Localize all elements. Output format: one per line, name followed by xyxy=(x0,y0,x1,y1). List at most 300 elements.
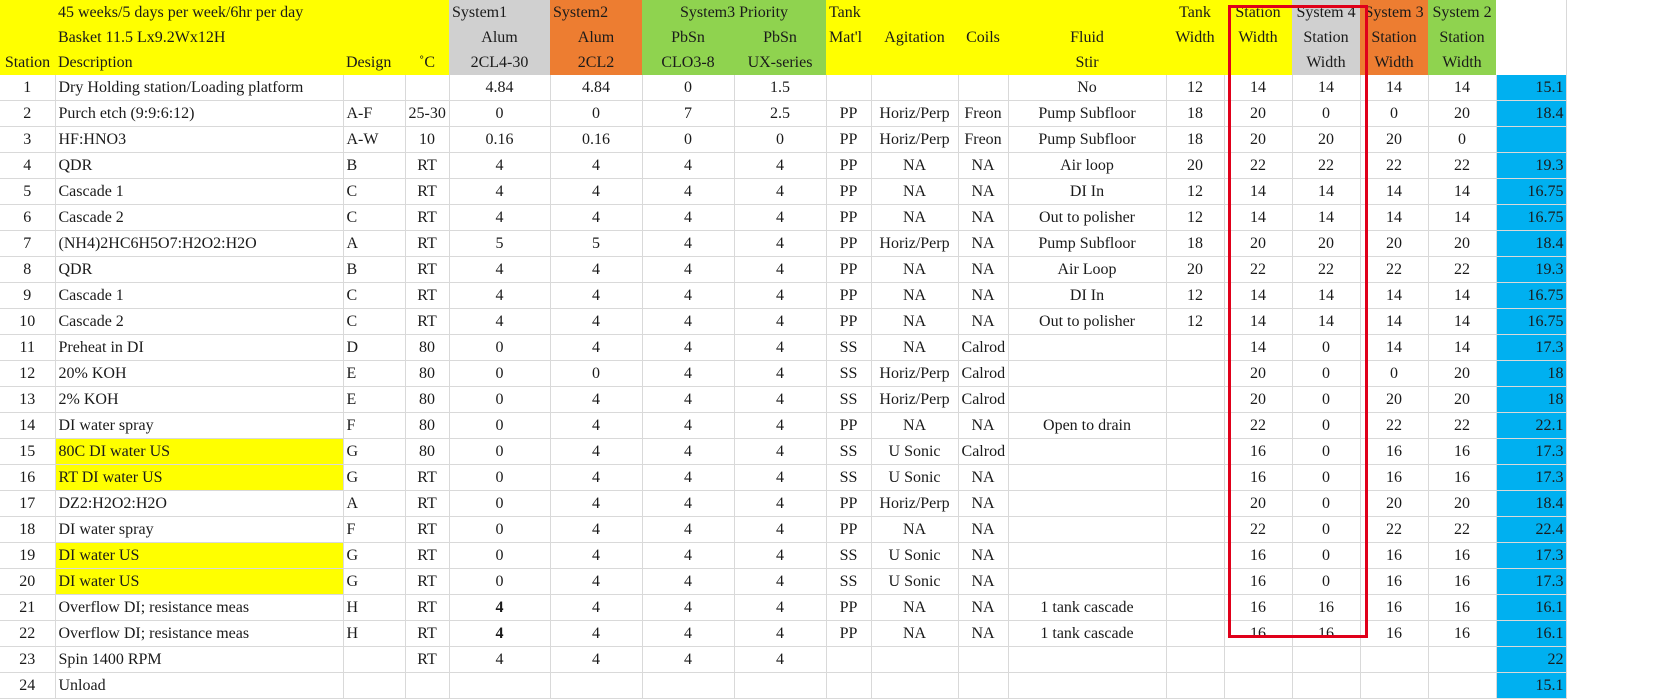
cell-system4-width[interactable]: 16 xyxy=(1292,595,1360,621)
cell-system1-value[interactable]: 0 xyxy=(449,361,550,387)
cell-system3-width[interactable]: 0 xyxy=(1360,361,1428,387)
cell-fluid-stir[interactable]: Open to drain xyxy=(1008,413,1166,439)
cell-system4-width[interactable]: 16 xyxy=(1292,621,1360,647)
cell-station-width[interactable]: 16 xyxy=(1224,569,1292,595)
cell-fluid-stir[interactable]: Pump Subfloor xyxy=(1008,231,1166,257)
cell-total-value[interactable]: 18 xyxy=(1496,361,1566,387)
header-cell[interactable]: CLO3-8 xyxy=(642,50,734,75)
cell-system2-width[interactable]: 16 xyxy=(1428,595,1496,621)
header-cell[interactable]: Width xyxy=(1360,50,1428,75)
header-cell[interactable]: System1 xyxy=(449,0,550,25)
cell-tank-material[interactable]: SS xyxy=(826,361,871,387)
cell-station-width[interactable]: 20 xyxy=(1224,101,1292,127)
cell-temperature[interactable]: RT xyxy=(405,153,449,179)
cell-system3-pbsn-clo3[interactable]: 4 xyxy=(642,413,734,439)
cell-agitation[interactable]: Horiz/Perp xyxy=(871,127,958,153)
cell-coils[interactable]: NA xyxy=(958,231,1008,257)
cell-system2-value[interactable]: 4 xyxy=(550,335,642,361)
cell-system1-value[interactable]: 4 xyxy=(449,595,550,621)
cell-system3-pbsn-ux[interactable]: 4 xyxy=(734,465,826,491)
cell-coils[interactable]: NA xyxy=(958,491,1008,517)
cell-total-value[interactable]: 16.75 xyxy=(1496,205,1566,231)
cell-system4-width[interactable]: 14 xyxy=(1292,205,1360,231)
cell-station-width[interactable]: 22 xyxy=(1224,413,1292,439)
cell-fluid-stir[interactable] xyxy=(1008,491,1166,517)
cell-system3-width[interactable]: 20 xyxy=(1360,491,1428,517)
cell-coils[interactable]: NA xyxy=(958,569,1008,595)
cell-system3-pbsn-clo3[interactable]: 4 xyxy=(642,309,734,335)
cell-station-width[interactable]: 20 xyxy=(1224,127,1292,153)
header-cell[interactable]: Width xyxy=(1292,50,1360,75)
cell-system3-pbsn-clo3[interactable]: 4 xyxy=(642,439,734,465)
cell-total-value[interactable]: 16.75 xyxy=(1496,179,1566,205)
cell-coils[interactable]: Freon xyxy=(958,101,1008,127)
cell-system4-width[interactable]: 0 xyxy=(1292,543,1360,569)
cell-fluid-stir[interactable]: Pump Subfloor xyxy=(1008,127,1166,153)
cell-station-number[interactable]: 24 xyxy=(0,673,55,699)
cell-system3-pbsn-ux[interactable]: 4 xyxy=(734,439,826,465)
cell-system3-pbsn-clo3[interactable]: 0 xyxy=(642,127,734,153)
cell-coils[interactable]: NA xyxy=(958,205,1008,231)
cell-tank-material[interactable]: PP xyxy=(826,179,871,205)
cell-design[interactable]: A-F xyxy=(343,101,405,127)
cell-total-value[interactable]: 22 xyxy=(1496,647,1566,673)
cell-system3-pbsn-ux[interactable]: 4 xyxy=(734,283,826,309)
cell-agitation[interactable]: NA xyxy=(871,621,958,647)
header-cell[interactable]: Width xyxy=(1224,25,1292,50)
cell-station-number[interactable]: 13 xyxy=(0,387,55,413)
cell-agitation[interactable]: Horiz/Perp xyxy=(871,231,958,257)
cell-system1-value[interactable]: 4 xyxy=(449,153,550,179)
cell-system1-value[interactable]: 4 xyxy=(449,647,550,673)
header-cell[interactable] xyxy=(958,0,1008,25)
cell-system2-value[interactable] xyxy=(550,673,642,699)
cell-tank-material[interactable] xyxy=(826,647,871,673)
cell-system4-width[interactable]: 14 xyxy=(1292,309,1360,335)
cell-fluid-stir[interactable]: 1 tank cascade xyxy=(1008,595,1166,621)
cell-temperature[interactable]: 80 xyxy=(405,361,449,387)
cell-temperature[interactable]: RT xyxy=(405,491,449,517)
cell-station-number[interactable]: 8 xyxy=(0,257,55,283)
cell-tank-material[interactable]: SS xyxy=(826,569,871,595)
header-cell[interactable]: Basket 11.5 Lx9.2Wx12H xyxy=(55,25,449,50)
cell-system2-value[interactable]: 4 xyxy=(550,543,642,569)
cell-system1-value[interactable]: 0 xyxy=(449,335,550,361)
header-cell[interactable] xyxy=(871,0,958,25)
cell-description[interactable]: (NH4)2HC6H5O7:H2O2:H2O xyxy=(55,231,343,257)
cell-system1-value[interactable]: 0 xyxy=(449,413,550,439)
cell-system4-width[interactable]: 0 xyxy=(1292,335,1360,361)
cell-tank-material[interactable]: PP xyxy=(826,595,871,621)
cell-agitation[interactable]: NA xyxy=(871,257,958,283)
cell-tank-width[interactable]: 12 xyxy=(1166,205,1224,231)
cell-system4-width[interactable]: 22 xyxy=(1292,257,1360,283)
cell-system3-pbsn-ux[interactable]: 2.5 xyxy=(734,101,826,127)
cell-system1-value[interactable]: 4 xyxy=(449,283,550,309)
cell-system2-width[interactable]: 20 xyxy=(1428,361,1496,387)
cell-design[interactable] xyxy=(343,673,405,699)
cell-tank-material[interactable] xyxy=(826,673,871,699)
cell-station-number[interactable]: 7 xyxy=(0,231,55,257)
cell-system3-pbsn-ux[interactable]: 4 xyxy=(734,621,826,647)
cell-tank-width[interactable]: 18 xyxy=(1166,127,1224,153)
cell-description[interactable]: RT DI water US xyxy=(55,465,343,491)
cell-agitation[interactable]: NA xyxy=(871,153,958,179)
cell-description[interactable]: DI water US xyxy=(55,543,343,569)
header-cell[interactable]: Station xyxy=(1292,25,1360,50)
header-cell[interactable]: Width xyxy=(1428,50,1496,75)
cell-fluid-stir[interactable]: DI In xyxy=(1008,283,1166,309)
header-cell[interactable]: Coils xyxy=(958,25,1008,50)
cell-station-width[interactable]: 16 xyxy=(1224,621,1292,647)
cell-tank-material[interactable]: PP xyxy=(826,413,871,439)
cell-system2-value[interactable]: 4 xyxy=(550,205,642,231)
cell-system3-width[interactable]: 16 xyxy=(1360,543,1428,569)
cell-coils[interactable] xyxy=(958,75,1008,101)
cell-total-value[interactable]: 18 xyxy=(1496,387,1566,413)
cell-system1-value[interactable]: 5 xyxy=(449,231,550,257)
cell-coils[interactable]: NA xyxy=(958,179,1008,205)
cell-tank-width[interactable]: 18 xyxy=(1166,231,1224,257)
cell-fluid-stir[interactable]: DI In xyxy=(1008,179,1166,205)
cell-system4-width[interactable]: 14 xyxy=(1292,283,1360,309)
cell-agitation[interactable]: U Sonic xyxy=(871,465,958,491)
cell-system1-value[interactable]: 0 xyxy=(449,387,550,413)
cell-system3-width[interactable] xyxy=(1360,673,1428,699)
cell-system1-value[interactable] xyxy=(449,673,550,699)
cell-system4-width[interactable]: 0 xyxy=(1292,387,1360,413)
cell-system1-value[interactable]: 0 xyxy=(449,543,550,569)
cell-coils[interactable]: Freon xyxy=(958,127,1008,153)
cell-station-width[interactable]: 14 xyxy=(1224,283,1292,309)
cell-system2-value[interactable]: 0 xyxy=(550,101,642,127)
cell-fluid-stir[interactable] xyxy=(1008,361,1166,387)
cell-design[interactable]: G xyxy=(343,569,405,595)
cell-agitation[interactable] xyxy=(871,75,958,101)
cell-coils[interactable]: NA xyxy=(958,283,1008,309)
cell-design[interactable]: H xyxy=(343,621,405,647)
cell-fluid-stir[interactable] xyxy=(1008,543,1166,569)
cell-agitation[interactable]: NA xyxy=(871,179,958,205)
cell-system3-pbsn-clo3[interactable]: 4 xyxy=(642,153,734,179)
header-cell[interactable]: Station xyxy=(1360,25,1428,50)
cell-system3-width[interactable]: 22 xyxy=(1360,257,1428,283)
cell-system2-value[interactable]: 4 xyxy=(550,647,642,673)
cell-system3-pbsn-clo3[interactable]: 7 xyxy=(642,101,734,127)
cell-station-width[interactable]: 22 xyxy=(1224,257,1292,283)
cell-agitation[interactable]: Horiz/Perp xyxy=(871,101,958,127)
cell-system4-width[interactable]: 0 xyxy=(1292,465,1360,491)
cell-system3-pbsn-ux[interactable]: 4 xyxy=(734,361,826,387)
cell-system4-width[interactable]: 0 xyxy=(1292,101,1360,127)
cell-agitation[interactable]: Horiz/Perp xyxy=(871,387,958,413)
cell-system1-value[interactable]: 4 xyxy=(449,179,550,205)
cell-system3-pbsn-ux[interactable] xyxy=(734,673,826,699)
cell-design[interactable]: C xyxy=(343,283,405,309)
cell-station-width[interactable]: 14 xyxy=(1224,309,1292,335)
header-cell[interactable]: 2CL2 xyxy=(550,50,642,75)
cell-station-width[interactable] xyxy=(1224,647,1292,673)
header-cell[interactable] xyxy=(1496,50,1566,75)
cell-total-value[interactable]: 18.4 xyxy=(1496,101,1566,127)
cell-tank-width[interactable] xyxy=(1166,413,1224,439)
cell-coils[interactable]: NA xyxy=(958,517,1008,543)
cell-system3-width[interactable] xyxy=(1360,647,1428,673)
cell-design[interactable]: B xyxy=(343,153,405,179)
header-cell[interactable]: Station xyxy=(1428,25,1496,50)
cell-fluid-stir[interactable]: Out to polisher xyxy=(1008,205,1166,231)
cell-agitation[interactable]: NA xyxy=(871,595,958,621)
cell-system1-value[interactable]: 4 xyxy=(449,621,550,647)
cell-design[interactable]: F xyxy=(343,517,405,543)
cell-system2-width[interactable]: 16 xyxy=(1428,621,1496,647)
cell-tank-width[interactable]: 12 xyxy=(1166,179,1224,205)
cell-station-number[interactable]: 19 xyxy=(0,543,55,569)
cell-station-width[interactable] xyxy=(1224,673,1292,699)
cell-description[interactable]: Cascade 2 xyxy=(55,309,343,335)
cell-system2-width[interactable]: 20 xyxy=(1428,231,1496,257)
cell-station-number[interactable]: 18 xyxy=(0,517,55,543)
cell-tank-material[interactable]: PP xyxy=(826,491,871,517)
cell-system1-value[interactable]: 4 xyxy=(449,309,550,335)
cell-tank-width[interactable] xyxy=(1166,361,1224,387)
cell-tank-material[interactable]: PP xyxy=(826,621,871,647)
header-cell[interactable] xyxy=(0,25,55,50)
cell-coils[interactable]: NA xyxy=(958,257,1008,283)
cell-system4-width[interactable]: 20 xyxy=(1292,231,1360,257)
cell-system3-width[interactable]: 0 xyxy=(1360,101,1428,127)
cell-description[interactable]: 2% KOH xyxy=(55,387,343,413)
cell-station-number[interactable]: 4 xyxy=(0,153,55,179)
cell-agitation[interactable]: NA xyxy=(871,517,958,543)
cell-description[interactable]: Cascade 2 xyxy=(55,205,343,231)
cell-system2-width[interactable]: 16 xyxy=(1428,465,1496,491)
cell-fluid-stir[interactable] xyxy=(1008,335,1166,361)
cell-station-number[interactable]: 16 xyxy=(0,465,55,491)
cell-system2-width[interactable] xyxy=(1428,647,1496,673)
header-cell[interactable]: 45 weeks/5 days per week/6hr per day xyxy=(55,0,449,25)
cell-tank-width[interactable] xyxy=(1166,673,1224,699)
cell-tank-width[interactable]: 20 xyxy=(1166,153,1224,179)
cell-temperature[interactable]: RT xyxy=(405,543,449,569)
cell-tank-width[interactable]: 12 xyxy=(1166,283,1224,309)
cell-system3-pbsn-clo3[interactable]: 4 xyxy=(642,361,734,387)
cell-tank-material[interactable]: PP xyxy=(826,231,871,257)
cell-temperature[interactable]: 80 xyxy=(405,387,449,413)
cell-station-width[interactable]: 20 xyxy=(1224,231,1292,257)
cell-system2-value[interactable]: 4.84 xyxy=(550,75,642,101)
cell-agitation[interactable]: Horiz/Perp xyxy=(871,491,958,517)
cell-description[interactable]: Unload xyxy=(55,673,343,699)
cell-design[interactable]: H xyxy=(343,595,405,621)
cell-system3-width[interactable]: 16 xyxy=(1360,465,1428,491)
cell-agitation[interactable]: NA xyxy=(871,413,958,439)
cell-station-number[interactable]: 10 xyxy=(0,309,55,335)
cell-fluid-stir[interactable] xyxy=(1008,673,1166,699)
cell-system2-width[interactable]: 22 xyxy=(1428,257,1496,283)
cell-total-value[interactable]: 18.4 xyxy=(1496,231,1566,257)
cell-station-width[interactable]: 20 xyxy=(1224,491,1292,517)
cell-system2-value[interactable]: 4 xyxy=(550,595,642,621)
cell-tank-width[interactable] xyxy=(1166,621,1224,647)
cell-fluid-stir[interactable]: Pump Subfloor xyxy=(1008,101,1166,127)
cell-system2-width[interactable]: 22 xyxy=(1428,517,1496,543)
cell-total-value[interactable]: 17.3 xyxy=(1496,439,1566,465)
header-cell[interactable]: UX-series xyxy=(734,50,826,75)
cell-system2-value[interactable]: 0 xyxy=(550,361,642,387)
header-cell[interactable]: Tank xyxy=(1166,0,1224,25)
cell-total-value[interactable]: 15.1 xyxy=(1496,75,1566,101)
cell-station-number[interactable]: 1 xyxy=(0,75,55,101)
cell-total-value[interactable]: 22.1 xyxy=(1496,413,1566,439)
cell-description[interactable]: QDR xyxy=(55,153,343,179)
cell-system3-pbsn-clo3[interactable]: 4 xyxy=(642,335,734,361)
cell-system3-pbsn-clo3[interactable]: 4 xyxy=(642,257,734,283)
cell-system2-width[interactable]: 20 xyxy=(1428,491,1496,517)
cell-system2-width[interactable] xyxy=(1428,673,1496,699)
cell-system3-pbsn-clo3[interactable]: 4 xyxy=(642,491,734,517)
cell-system3-pbsn-clo3[interactable]: 4 xyxy=(642,179,734,205)
cell-design[interactable]: C xyxy=(343,205,405,231)
cell-design[interactable]: G xyxy=(343,439,405,465)
header-cell[interactable]: Description xyxy=(55,50,343,75)
cell-station-number[interactable]: 5 xyxy=(0,179,55,205)
header-cell[interactable]: System 2 xyxy=(1428,0,1496,25)
cell-system3-pbsn-ux[interactable]: 1.5 xyxy=(734,75,826,101)
cell-system3-pbsn-clo3[interactable]: 4 xyxy=(642,621,734,647)
cell-coils[interactable]: Calrod xyxy=(958,387,1008,413)
cell-system3-width[interactable]: 14 xyxy=(1360,75,1428,101)
cell-tank-material[interactable]: SS xyxy=(826,439,871,465)
cell-design[interactable]: A-W xyxy=(343,127,405,153)
cell-temperature[interactable] xyxy=(405,75,449,101)
cell-system3-pbsn-ux[interactable]: 4 xyxy=(734,335,826,361)
cell-system4-width[interactable]: 22 xyxy=(1292,153,1360,179)
cell-temperature[interactable]: 10 xyxy=(405,127,449,153)
cell-tank-material[interactable]: PP xyxy=(826,309,871,335)
cell-system3-width[interactable]: 14 xyxy=(1360,283,1428,309)
header-cell[interactable] xyxy=(826,50,871,75)
cell-fluid-stir[interactable]: Air loop xyxy=(1008,153,1166,179)
header-cell[interactable]: Stir xyxy=(1008,50,1166,75)
cell-total-value[interactable]: 22.4 xyxy=(1496,517,1566,543)
cell-system4-width[interactable]: 0 xyxy=(1292,361,1360,387)
cell-system2-value[interactable]: 4 xyxy=(550,309,642,335)
cell-design[interactable]: G xyxy=(343,543,405,569)
cell-total-value[interactable]: 16.1 xyxy=(1496,595,1566,621)
cell-system3-pbsn-clo3[interactable]: 4 xyxy=(642,205,734,231)
header-cell[interactable]: Mat'l xyxy=(826,25,871,50)
cell-system3-width[interactable]: 14 xyxy=(1360,205,1428,231)
cell-system1-value[interactable]: 4 xyxy=(449,205,550,231)
cell-coils[interactable]: NA xyxy=(958,543,1008,569)
cell-station-number[interactable]: 12 xyxy=(0,361,55,387)
cell-agitation[interactable] xyxy=(871,673,958,699)
header-cell[interactable]: Tank xyxy=(826,0,871,25)
cell-description[interactable]: Overflow DI; resistance meas xyxy=(55,595,343,621)
cell-system2-width[interactable]: 14 xyxy=(1428,179,1496,205)
cell-coils[interactable] xyxy=(958,647,1008,673)
cell-fluid-stir[interactable] xyxy=(1008,517,1166,543)
cell-fluid-stir[interactable]: Air Loop xyxy=(1008,257,1166,283)
cell-system3-width[interactable]: 16 xyxy=(1360,621,1428,647)
cell-design[interactable]: A xyxy=(343,231,405,257)
cell-description[interactable]: DZ2:H2O2:H2O xyxy=(55,491,343,517)
cell-station-number[interactable]: 15 xyxy=(0,439,55,465)
cell-description[interactable]: HF:HNO3 xyxy=(55,127,343,153)
cell-fluid-stir[interactable] xyxy=(1008,569,1166,595)
cell-system4-width[interactable] xyxy=(1292,647,1360,673)
cell-temperature[interactable]: RT xyxy=(405,517,449,543)
cell-system3-width[interactable]: 16 xyxy=(1360,595,1428,621)
cell-system2-value[interactable]: 4 xyxy=(550,569,642,595)
cell-design[interactable]: E xyxy=(343,361,405,387)
cell-design[interactable] xyxy=(343,75,405,101)
cell-description[interactable]: Spin 1400 RPM xyxy=(55,647,343,673)
cell-system1-value[interactable]: 0 xyxy=(449,491,550,517)
cell-system3-pbsn-ux[interactable]: 4 xyxy=(734,257,826,283)
cell-system3-pbsn-clo3[interactable] xyxy=(642,673,734,699)
cell-system2-width[interactable]: 16 xyxy=(1428,569,1496,595)
cell-station-number[interactable]: 23 xyxy=(0,647,55,673)
cell-design[interactable]: C xyxy=(343,309,405,335)
cell-tank-material[interactable]: PP xyxy=(826,257,871,283)
cell-system3-width[interactable]: 14 xyxy=(1360,335,1428,361)
cell-system2-value[interactable]: 4 xyxy=(550,257,642,283)
cell-system2-value[interactable]: 4 xyxy=(550,491,642,517)
cell-system4-width[interactable]: 0 xyxy=(1292,491,1360,517)
cell-station-number[interactable]: 6 xyxy=(0,205,55,231)
cell-system2-value[interactable]: 4 xyxy=(550,465,642,491)
cell-system3-width[interactable]: 14 xyxy=(1360,179,1428,205)
cell-tank-material[interactable]: PP xyxy=(826,101,871,127)
cell-system2-width[interactable]: 14 xyxy=(1428,335,1496,361)
cell-temperature[interactable]: RT xyxy=(405,257,449,283)
cell-system3-pbsn-clo3[interactable]: 4 xyxy=(642,387,734,413)
cell-fluid-stir[interactable] xyxy=(1008,647,1166,673)
header-cell[interactable]: PbSn xyxy=(642,25,734,50)
cell-temperature[interactable]: 80 xyxy=(405,439,449,465)
cell-system3-pbsn-ux[interactable]: 4 xyxy=(734,179,826,205)
cell-description[interactable]: DI water US xyxy=(55,569,343,595)
cell-design[interactable]: C xyxy=(343,179,405,205)
cell-system3-pbsn-ux[interactable]: 4 xyxy=(734,205,826,231)
cell-station-width[interactable]: 16 xyxy=(1224,595,1292,621)
cell-coils[interactable] xyxy=(958,673,1008,699)
cell-coils[interactable]: NA xyxy=(958,465,1008,491)
cell-system2-width[interactable]: 14 xyxy=(1428,205,1496,231)
cell-tank-width[interactable]: 20 xyxy=(1166,257,1224,283)
cell-station-width[interactable]: 14 xyxy=(1224,335,1292,361)
cell-station-number[interactable]: 9 xyxy=(0,283,55,309)
header-cell[interactable] xyxy=(1166,50,1224,75)
cell-tank-width[interactable] xyxy=(1166,465,1224,491)
cell-station-number[interactable]: 14 xyxy=(0,413,55,439)
cell-system4-width[interactable] xyxy=(1292,673,1360,699)
cell-description[interactable]: Purch etch (9:9:6:12) xyxy=(55,101,343,127)
cell-system4-width[interactable]: 0 xyxy=(1292,569,1360,595)
cell-description[interactable]: Cascade 1 xyxy=(55,179,343,205)
cell-description[interactable]: Overflow DI; resistance meas xyxy=(55,621,343,647)
header-cell[interactable]: PbSn xyxy=(734,25,826,50)
cell-system4-width[interactable]: 0 xyxy=(1292,439,1360,465)
cell-description[interactable]: DI water spray xyxy=(55,413,343,439)
cell-system3-pbsn-ux[interactable]: 4 xyxy=(734,153,826,179)
cell-design[interactable]: D xyxy=(343,335,405,361)
cell-system2-width[interactable]: 16 xyxy=(1428,439,1496,465)
cell-system3-pbsn-ux[interactable]: 4 xyxy=(734,387,826,413)
cell-tank-width[interactable] xyxy=(1166,491,1224,517)
